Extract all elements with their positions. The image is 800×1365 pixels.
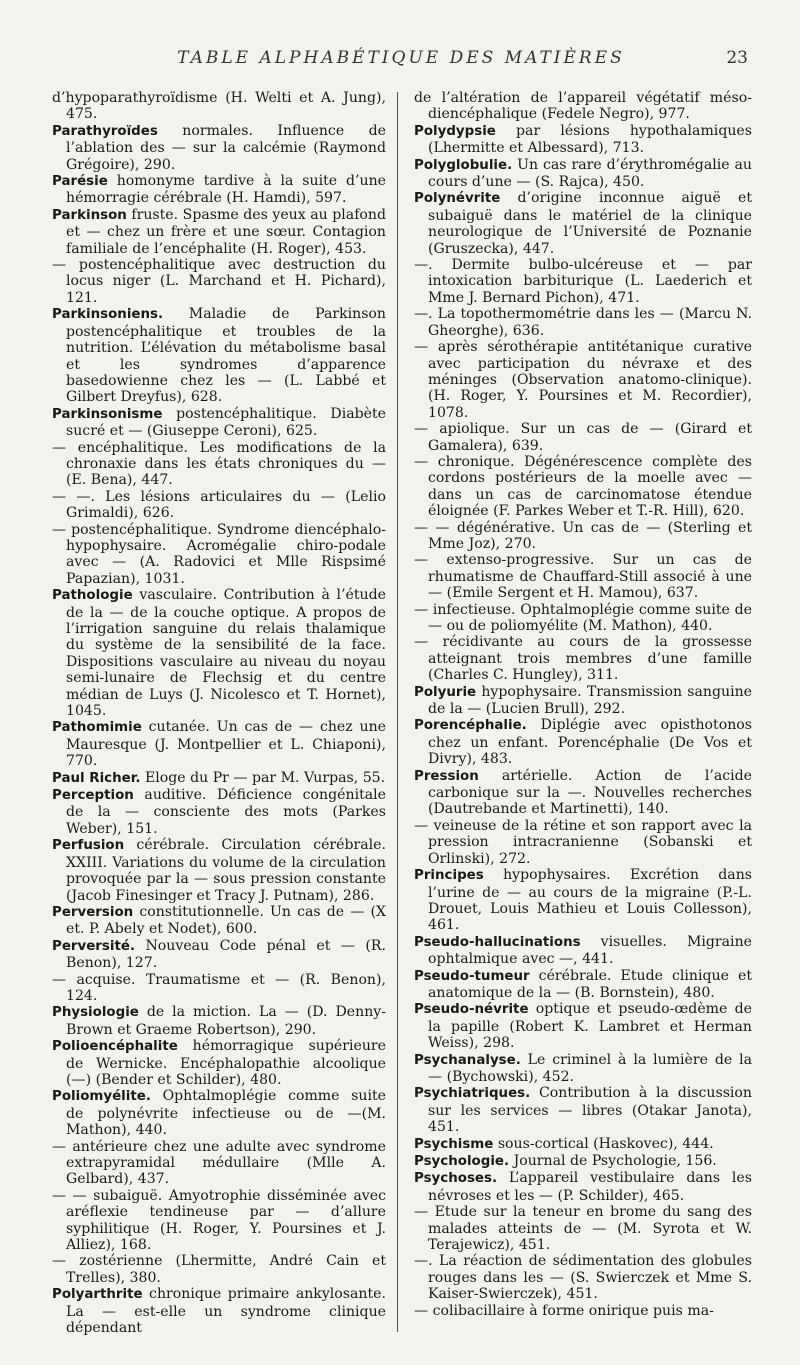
- index-entry: [52, 587, 386, 719]
- index-entry: [414, 818, 752, 867]
- entry-text: normales. Influence de l’ablation des — sur la calcémie (Raymond Grégoire), 290.: [66, 122, 386, 173]
- entry-text: — veineuse de la rétine et son rapport avec la pression intracranienne (Sobanski et Orlinski), 272.: [414, 817, 752, 867]
- right-column: [414, 90, 752, 1319]
- entry-text: — acquise. Traumatisme et — (R. Benon), 124.: [52, 971, 386, 1004]
- entry-headword: Perversité.: [52, 938, 136, 954]
- entry-text: — Etude sur la teneur en brome du sang des malades atteints de — (M. Syrota et W. Terajewicz), 451.: [414, 1204, 752, 1254]
- entry-headword: Psychiatriques.: [414, 1086, 531, 1102]
- entry-headword: Perversion: [52, 904, 134, 920]
- column-divider: [397, 92, 398, 1332]
- entry-headword: Parkinsoniens.: [52, 307, 164, 323]
- index-entry: [414, 934, 752, 968]
- entry-headword: Psychologie.: [414, 1154, 510, 1169]
- entry-text: postencéphalitique. Diabète sucré et — (Giuseppe Ceroni), 625.: [66, 405, 386, 440]
- entry-text: Maladie de Parkinson postencéphalitique et troubles de la nutrition. L’élévation du métabolisme basal et les syndromes d’apparence basedowienne chez les — (L. Labbé et Gilbert Dreyfus), 628.: [66, 306, 386, 406]
- entry-headword: Pression: [414, 768, 479, 784]
- entry-text: optique et pseudo-œdème de la papille (Robert K. Lambret et Herman Weiss), 298.: [428, 1001, 752, 1052]
- index-entry: [414, 1001, 752, 1051]
- entry-headword: Parkinsonisme: [52, 406, 163, 422]
- index-entry: [414, 339, 752, 421]
- entry-text: — après sérothérapie antitétanique curative avec participation du névraxe et des méninges (Observation anatomo-clinique). (H. Roger, Y. Poursines et M. Recordier), 1078.: [414, 339, 752, 421]
- entry-headword: Porencéphalie.: [414, 718, 527, 734]
- entry-text: — récidivante au cours de la grossesse atteignant trois membres d’une famille (Charles C. Hungley), 311.: [414, 634, 752, 684]
- entry-text: — —. Les lésions articulaires du — (Lelio Grimaldi), 626.: [52, 488, 386, 522]
- entry-text: — postencéphalitique avec destruction du locus niger (L. Marchand et H. Pichard), 121.: [52, 257, 386, 306]
- index-entry: [52, 938, 386, 972]
- index-entry: [414, 90, 752, 123]
- index-entry: [52, 719, 386, 769]
- entry-text: cérébrale. Circulation cérébrale. XXIII. Variations du volume de la circulation provoquée par la — sous pression constante (Jacob Finesinger et Tracy J. Putnam), 286.: [66, 837, 386, 904]
- index-entry: [414, 306, 752, 339]
- entry-text: de l’altération de l’appareil végétatif méso-diencéphalique (Fedele Negro), 977.: [414, 90, 752, 123]
- entry-headword: Poliomyélite.: [52, 1089, 151, 1105]
- entry-text: fruste. Spasme des yeux au plafond et — chez un frère et une sœur. Contagion familiale de l’encéphalite (H. Roger), 453.: [66, 206, 386, 257]
- entry-text: Un cas rare d’érythromégalie au cours d’une — (S. Rajca), 450.: [428, 156, 752, 191]
- entry-text: cutanée. Un cas de — chez une Mauresque (J. Montpellier et L. Chiaponi), 770.: [66, 719, 386, 770]
- index-entry: [52, 1088, 386, 1138]
- entry-text: — — subaiguë. Amyotrophie disséminée avec aréflexie tendineuse par — d’allure syphilitique (H. Roger, Y. Poursines et J. Alliez), 168.: [52, 1187, 386, 1254]
- entry-headword: Polioencéphalite: [52, 1039, 178, 1055]
- entry-headword: Parathyroïdes: [52, 123, 158, 139]
- index-entry: [52, 1004, 386, 1038]
- entry-text: — colibacillaire à forme onirique puis ma-: [414, 1302, 714, 1319]
- entry-headword: Polydypsie: [414, 123, 496, 139]
- index-entry: [414, 1253, 752, 1302]
- entry-text: — antérieure chez une adulte avec syndrome extrapyramidal médullaire (Mlle A. Gelbard), 437.: [52, 1138, 386, 1188]
- entry-text: chronique primaire ankylosante. La — est-elle un syndrome clinique dépendant: [66, 1286, 386, 1337]
- index-entry: [52, 489, 386, 522]
- index-entry: [414, 157, 752, 191]
- index-entry: [414, 1303, 752, 1319]
- entry-text: artérielle. Action de l’acide carbonique sur la —. Nouvelles recherches (Dautrebande et Martinetti), 140.: [428, 767, 752, 818]
- entry-text: Journal de Psychologie, 156.: [509, 1153, 717, 1169]
- entry-text: de la miction. La — (D. Denny-Brown et Graeme Robertson), 290.: [66, 1004, 386, 1038]
- index-entry: [52, 522, 386, 588]
- index-entry: [414, 717, 752, 767]
- entry-text: —. La topothermométrie dans les — (Marcu N. Gheorghe), 636.: [414, 306, 752, 339]
- entry-headword: Perception: [52, 788, 134, 804]
- entry-headword: Polyglobulie.: [414, 157, 513, 173]
- index-entry: [414, 867, 752, 934]
- running-header: TABLE ALPHABÉTIQUE DES MATIÈRES: [177, 48, 625, 68]
- index-entry: [414, 968, 752, 1002]
- entry-text: — infectieuse. Ophtalmoplégie comme suite de — ou de poliomyélite (M. Mathon), 440.: [414, 601, 752, 634]
- entry-text: Nouveau Code pénal et — (R. Benon), 127.: [66, 937, 386, 972]
- index-entry: [414, 190, 752, 257]
- entry-headword: Psychoses.: [414, 1171, 498, 1187]
- index-entry: [414, 634, 752, 683]
- entry-text: — chronique. Dégénérescence complète des cordons postérieurs de la moelle avec — dans un cas de carcinomatose étendue éloignée (F. Parkes Weber et T.-R. Hill), 620.: [414, 453, 752, 520]
- index-entry: [414, 1204, 752, 1253]
- left-column: [52, 90, 386, 1336]
- entry-headword: Paul Richer.: [52, 770, 141, 786]
- index-entry: [52, 787, 386, 837]
- index-entry: [52, 837, 386, 904]
- entry-text: — postencéphalitique. Syndrome diencéphalo-hypophysaire. Acromégalie chiro-podale avec — (A. Radovici et Mlle Rispsimé Papazian), 1031.: [52, 521, 386, 587]
- entry-headword: Pseudo-névrite: [414, 1002, 529, 1018]
- index-entry: [52, 1139, 386, 1188]
- entry-text: L’appareil vestibulaire dans les névroses et les — (P. Schilder), 465.: [428, 1170, 752, 1204]
- index-entry: [52, 90, 386, 123]
- entry-text: d’hypoparathyroïdisme (H. Welti et A. Jung), 475.: [52, 90, 386, 123]
- index-entry: [52, 173, 386, 207]
- entry-headword: Polyurie: [414, 684, 477, 700]
- index-entry: [414, 1136, 752, 1153]
- entry-headword: Psychisme: [414, 1136, 494, 1152]
- entry-text: Le criminel à la lumière de la — (Bychowski), 452.: [428, 1051, 752, 1085]
- entry-headword: Physiologie: [52, 1005, 139, 1021]
- entry-text: —. La réaction de sédimentation des globules rouges dans les — (S. Swierczek et Mme S. Kaiser-Swierczek), 451.: [414, 1253, 752, 1303]
- entry-headword: Parkinson: [52, 207, 127, 223]
- index-entry: [414, 602, 752, 635]
- index-entry: [414, 1153, 752, 1170]
- index-entry: [52, 123, 386, 173]
- entry-headword: Pseudo-hallucinations: [414, 934, 581, 950]
- page-number: 23: [726, 48, 748, 68]
- index-entry: [52, 1253, 386, 1286]
- entry-text: sous-cortical (Haskovec), 444.: [493, 1135, 714, 1152]
- entry-text: — — dégénérative. Un cas de — (Sterling et Mme Joz), 270.: [414, 519, 752, 552]
- index-entry: [52, 207, 386, 257]
- entry-text: d’origine inconnue aiguë et subaiguë dans le matériel de la clinique neurologique de l’Université de Poznanie (Gruszecka), 447.: [428, 190, 752, 257]
- index-entry: [52, 306, 386, 405]
- index-entry: [52, 1188, 386, 1254]
- index-entry: [52, 904, 386, 938]
- entry-text: Ophtalmoplégie comme suite de polynévrite infectieuse ou de —(M. Mathon), 440.: [66, 1088, 386, 1139]
- entry-text: Eloge du Pr — par M. Vurpas, 55.: [140, 769, 386, 786]
- index-entry: [414, 1085, 752, 1135]
- entry-headword: Pseudo-tumeur: [414, 968, 530, 984]
- entry-text: hémorragique supérieure de Wernicke. Encéphalopathie alcoolique (—) (Bender et Schilder), 480.: [66, 1038, 386, 1088]
- entry-text: — apiolique. Sur un cas de — (Girard et Gamalera), 639.: [414, 421, 752, 454]
- index-entry: [414, 684, 752, 718]
- entry-text: hypophysaire. Transmission sanguine de la — (Lucien Brull), 292.: [428, 683, 752, 718]
- entry-headword: Parésie: [52, 174, 108, 190]
- entry-headword: Pathomimie: [52, 720, 142, 736]
- entry-text: — extenso-progressive. Sur un cas de rhumatisme de Chauffard-Still associé à une — (Emile Sergent et H. Mamou), 637.: [414, 552, 752, 602]
- index-entry: [414, 520, 752, 553]
- entry-text: auditive. Déficience congénitale de la — consciente des mots (Parkes Weber), 151.: [66, 787, 386, 837]
- entry-headword: Pathologie: [52, 588, 133, 604]
- index-entry: [52, 257, 386, 306]
- entry-text: hypophysaires. Excrétion dans l’urine de — au cours de la migraine (P.-L. Drouet, Louis Mathieu et Louis Collesson), 461.: [428, 867, 752, 934]
- entry-headword: Principes: [414, 868, 484, 884]
- index-entry: [52, 406, 386, 440]
- index-entry: [414, 123, 752, 157]
- index-entry: [414, 1052, 752, 1086]
- index-entry: [52, 1038, 386, 1088]
- entry-text: Diplégie avec opisthotonos chez un enfant. Porencéphalie (De Vos et Divry), 483.: [428, 717, 752, 768]
- entry-text: cérébrale. Etude clinique et anatomique de la — (B. Bornstein), 480.: [428, 967, 752, 1001]
- index-entry: [414, 421, 752, 454]
- index-entry: [414, 1170, 752, 1204]
- entry-text: vasculaire. Contribution à l’étude de la — de la couche optique. A propos de l’irrigation sanguine du relais thalamique du système de la sensibilité de la face. Dispositions vasculaire au niveau du noyau semi-lunaire de Flechsig et du centre médian de Luys (J. Nicolesco et T. Hornet), 1045.: [66, 587, 386, 720]
- index-entry: [52, 770, 386, 787]
- entry-text: par lésions hypothalamiques (Lhermitte et Albessard), 713.: [428, 122, 752, 157]
- entry-text: homonyme tardive à la suite d’une hémorragie cérébrale (H. Hamdi), 597.: [66, 173, 386, 207]
- entry-text: — encéphalitique. Les modifications de la chronaxie dans les états chroniques du — (E. Bena), 447.: [52, 439, 386, 489]
- index-entry: [414, 768, 752, 818]
- entry-headword: Polynévrite: [414, 191, 501, 207]
- entry-text: visuelles. Migraine ophtalmique avec —, 441.: [428, 933, 752, 968]
- entry-text: — zostérienne (Lhermitte, André Cain et Trelles), 380.: [52, 1253, 386, 1286]
- index-entry: [52, 1286, 386, 1336]
- entry-text: —. Dermite bulbo-ulcéreuse et — par intoxication barbiturique (L. Laederich et Mme J. Bernard Pichon), 471.: [414, 257, 752, 306]
- index-entry: [414, 257, 752, 306]
- entry-headword: Psychanalyse.: [414, 1052, 521, 1068]
- index-entry: [52, 972, 386, 1005]
- index-entry: [414, 552, 752, 601]
- index-entry: [52, 440, 386, 489]
- entry-text: Contribution à la discussion sur les services — libres (Otakar Janota), 451.: [428, 1085, 752, 1136]
- entry-text: constitutionnelle. Un cas de — (X et. P. Abely et Nodet), 600.: [66, 903, 386, 938]
- entry-headword: Perfusion: [52, 838, 125, 854]
- entry-headword: Polyarthrite: [52, 1287, 143, 1303]
- index-entry: [414, 454, 752, 520]
